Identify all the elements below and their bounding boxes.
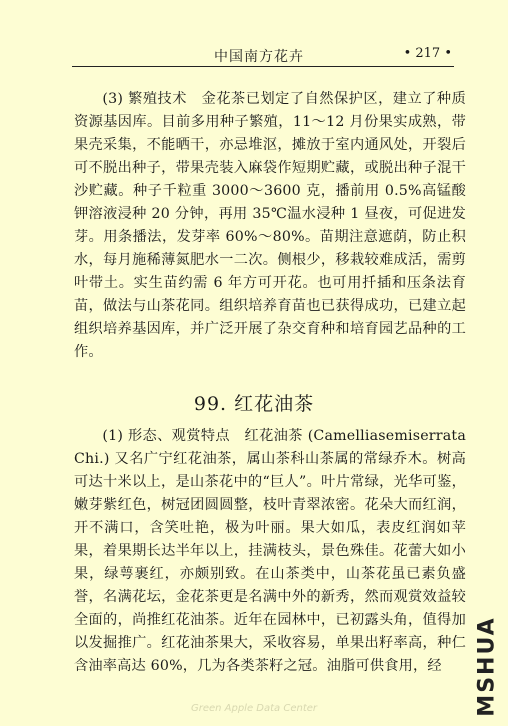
text-block-after xyxy=(74,425,466,678)
running-header xyxy=(72,44,454,67)
paragraph-propagation: (3) 繁殖技术 金花茶已划定了自然保护区，建立了种质资源基因库。目前多用种子繁殖，11～12 月份果实成熟，带果壳采集，不能晒干，亦忌堆沤，摊放于室内通风处，开裂后可不脱出种子，带果壳装入麻袋作短期贮藏，或脱出种子混干沙贮藏。种子千粒重 3000～3600 克，播前用 0.5%高锰酸钾溶液浸种 20 分钟，再用 35℃温水浸种 1 昼夜，可促进发芽。用条播法，发芽率 60%～80%。苗期注意遮荫，防止积水，每月施稀薄氮肥水一二次。侧根少，移栽较难成活，需剪叶带土。实生苗约需 6 年方可开花。也可用扦插和压条法育苗，做法与山茶花同。组织培养育苗也已获得成功，已建立起组织培养基因库，并广泛开展了杂交育种和培育园艺品种的工作。 xyxy=(74,91,466,360)
side-watermark-text: MSHUA xyxy=(474,615,500,717)
paragraph-morphology: (1) 形态、观赏特点 红花油茶 (Camelliasemiserrata Chi.) 又名广宁红花油茶，属山茶科山茶属的常绿乔木。树高可达十米以上，是山茶花中的“巨人”。叶片常绿，光华可鉴，嫩芽紫红色，树冠团圆圆整，枝叶青翠浓密。花朵大而红润，开不满口，含笑吐艳，极为叶丽。果大如瓜，表皮红润如苹果，着果期长达半年以上，挂满枝头，景色殊佳。花蕾大如小果，绿萼裹红，亦颇别致。在山茶类中，山茶花虽已素负盛誉，名满花坛，金花茶更是名满中外的新秀，然而观赏效益较全面的，尚推红花油茶。近年在园林中，已初露头角，值得加以发掘推广。红花油茶果大，采收容易，单果出籽率高，种仁含油率高达 60%，几为各类茶籽之冠。油脂可供食用，经 xyxy=(74,428,466,674)
page-number: • 217 • xyxy=(403,46,452,61)
text-block-before xyxy=(74,88,466,364)
book-title: 中国南方花卉 xyxy=(214,49,304,65)
section-heading: 99. 红花油茶 xyxy=(193,393,315,415)
bottom-watermark: Green Apple Data Center xyxy=(190,703,318,714)
